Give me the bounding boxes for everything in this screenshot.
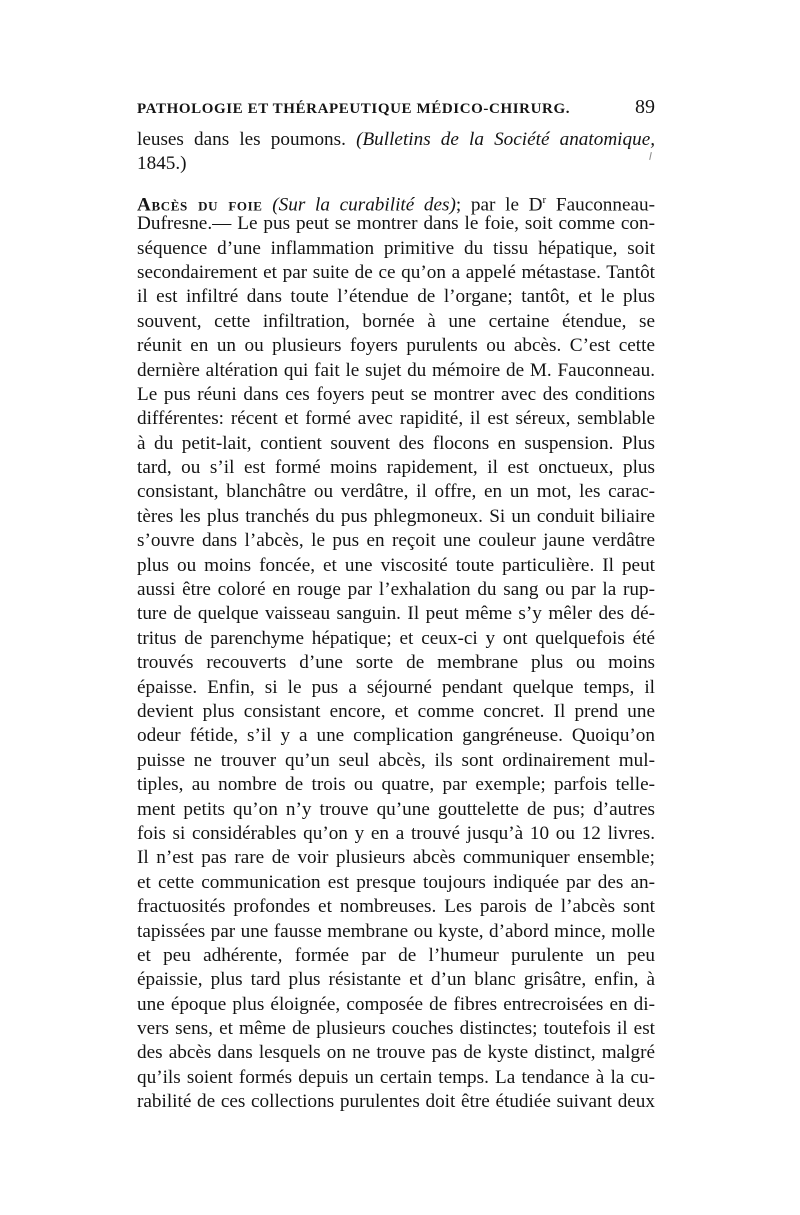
text-line: fois si considérables qu’on y en a trouvé jusqu’à 10 ou 12 livres. — [137, 822, 655, 844]
text-line: il est infiltré dans toute l’étendue de l’organe; tantôt, et le plus — [137, 286, 655, 308]
text-line: fractuosités profondes et nombreuses. Les parois de l’abcès sont — [137, 896, 655, 918]
text-line: ment petits qu’on n’y trouve qu’une gouttelette de pus; d’autres — [137, 798, 655, 820]
text-line: séquence d’une inflammation primitive du tissu hépatique, soit — [137, 237, 655, 259]
text-line: et peu adhérente, formée par de l’humeur purulente un peu — [137, 944, 655, 966]
text-line: secondairement et par suite de ce qu’on a appelé métastase. Tantôt — [137, 261, 655, 283]
text-line: tard, ou s’il est formé moins rapidement, il est onctueux, plus — [137, 457, 655, 479]
author-superscript: r — [542, 193, 547, 206]
text-line: des abcès dans lesquels on ne trouve pas de kyste distinct, malgré — [137, 1042, 655, 1064]
text-line: 1845.) — [137, 153, 187, 175]
text-line: tiples, au nombre de trois ou quatre, par exemple; parfois telle- — [137, 774, 655, 796]
text-line: odeur fétide, s’il y a une complication gangréneuse. Quoiqu’on — [137, 725, 655, 747]
text-line: tères les plus tranchés du pus phlegmoneux. Si un conduit biliaire — [137, 505, 655, 527]
text-line: et cette communication est presque toujours indiquée par des an- — [137, 871, 655, 893]
text-line: rabilité de ces collections purulentes doit être étudiée suivant deux — [137, 1091, 655, 1113]
running-title: PATHOLOGIE ET THÉRAPEUTIQUE MÉDICO-CHIRURG. — [137, 101, 571, 117]
text-line: consistant, blanchâtre ou verdâtre, il offre, en un mot, les carac- — [137, 481, 655, 503]
body-text — [137, 128, 655, 1115]
running-header — [137, 97, 655, 129]
text-line: s’ouvre dans l’abcès, le pus en reçoit une couleur jaune verdâtre — [137, 530, 655, 552]
article-subtitle: (Sur la curabilité des) — [272, 194, 456, 216]
text-line: souvent, cette infiltration, bornée à une certaine étendue, se — [137, 310, 655, 332]
text-line: tritus de parenchyme hépatique; et ceux-ci y ont quelquefois été — [137, 627, 655, 649]
page-number: 89 — [635, 96, 655, 118]
citation: (Bulletins de la Société anatomique, — [356, 129, 656, 150]
text-line: ture de quelque vaisseau sanguin. Il peut même s’y mêler des dé- — [137, 603, 655, 625]
text-line: dernière altération qui fait le sujet du mémoire de M. Fauconneau. — [137, 359, 655, 381]
text-line: Le pus réuni dans ces foyers peut se montrer avec des conditions — [137, 383, 655, 405]
article-title: Abcès du foie — [137, 194, 263, 216]
text-line: épaisse. Enfin, si le pus a séjourné pendant quelque temps, il — [137, 676, 655, 698]
text-line: tapissées par une fausse membrane ou kyste, d’abord mince, molle — [137, 920, 655, 942]
text-line: Il n’est pas rare de voir plusieurs abcès communiquer ensemble; — [137, 847, 655, 869]
text-line: trouvés recouverts d’une sorte de membrane plus ou moins — [137, 652, 655, 674]
article-heading-line — [137, 188, 656, 216]
text-line: qu’ils soient formés depuis un certain temps. La tendance à la cu- — [137, 1066, 655, 1088]
text-line: puisse ne trouver qu’un seul abcès, ils sont ordinairement mul- — [137, 749, 655, 771]
text-line: épaissie, plus tard plus résistante et d’un blanc grisâtre, enfin, à — [137, 969, 655, 991]
text-line: aussi être coloré en rouge par l’exhalation du sang ou par la rup- — [137, 579, 655, 601]
intro-text: leuses dans les poumons. — [137, 129, 346, 150]
text-line: réunit en un ou plusieurs foyers purulents ou abcès. C’est cette — [137, 335, 655, 357]
text-line: vers sens, et même de plusieurs couches distinctes; toutefois il est — [137, 1018, 655, 1040]
text-line: à du petit-lait, contient souvent des flocons en suspension. Plus — [137, 432, 655, 454]
text-line — [137, 128, 655, 152]
text-line: différentes: récent et formé avec rapidité, il est séreux, semblable — [137, 408, 655, 430]
text-line: devient plus consistant encore, et comme concret. Il prend une — [137, 700, 655, 722]
article-author: ; par le D — [455, 194, 543, 216]
paragraph-gap — [137, 177, 655, 188]
text-line: Dufresne.— Le pus peut se montrer dans le foie, soit comme con- — [137, 213, 655, 235]
text-line: une époque plus éloignée, composée de fibres entrecroisées en di- — [137, 993, 655, 1015]
article-author-name: Fauconneau- — [555, 194, 656, 216]
text-line: plus ou moins foncée, et une viscosité toute particulière. Il peut — [137, 554, 655, 576]
